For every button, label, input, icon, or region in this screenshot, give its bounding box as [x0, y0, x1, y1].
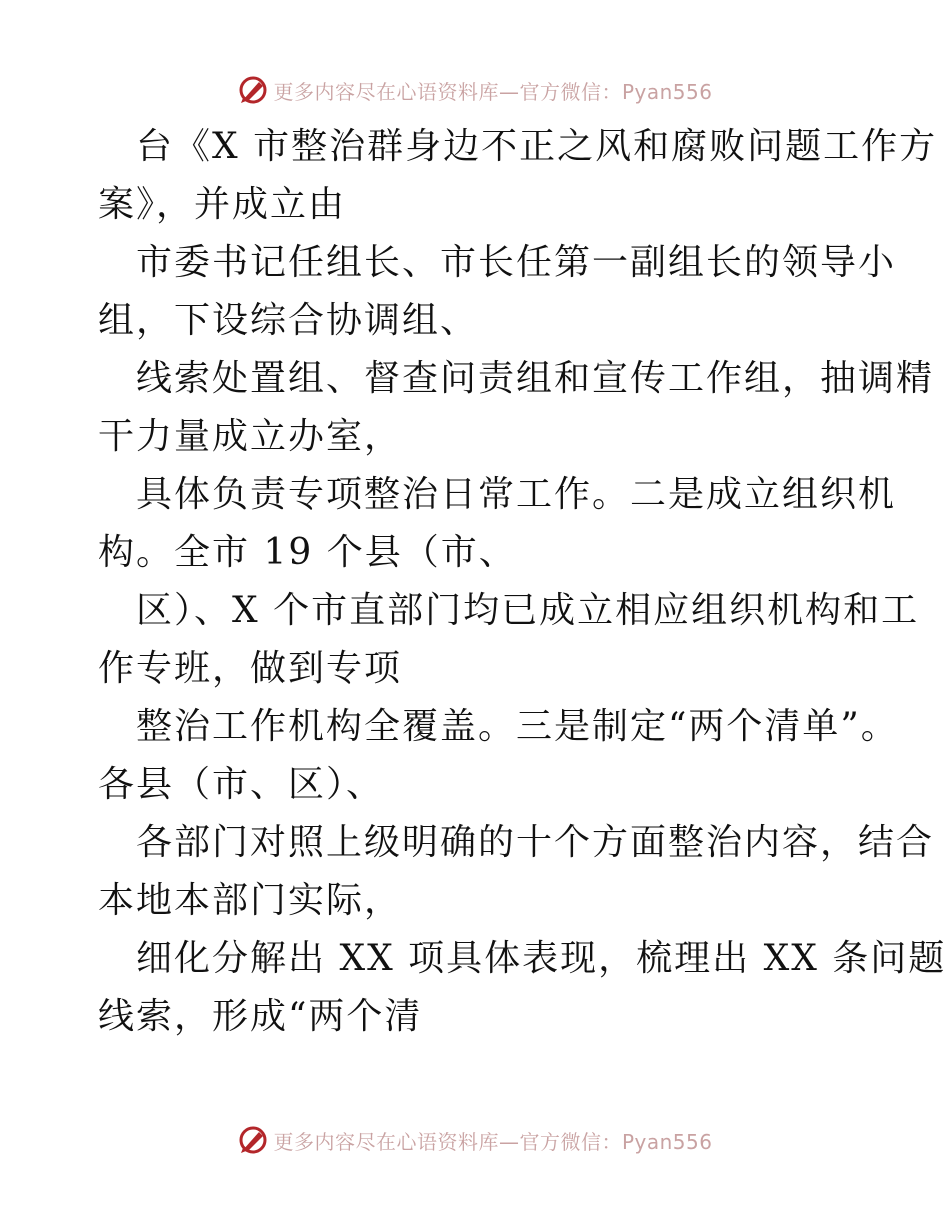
header-watermark-text: 更多内容尽在心语资料库—官方微信：Pyan556 — [273, 79, 713, 104]
body-line-1: 台《X 市整治群身边不正之风和腐败问题工作方 — [136, 126, 938, 167]
body-line-3: 市委书记任组长、市长任第一副组长的领导小 — [136, 242, 897, 283]
footer-watermark-banner — [0, 1120, 950, 1160]
body-line-10: 作专班，做到专项 — [98, 648, 403, 689]
body-line-8: 构。全市 19 个县（市、 — [98, 532, 517, 573]
body-line-7: 具体负责专项整治日常工作。二是成立组织机 — [136, 474, 897, 515]
footer-watermark-text: 更多内容尽在心语资料库—官方微信：Pyan556 — [273, 1129, 713, 1154]
body-line-11: 整治工作机构全覆盖。三是制定“两个清单”。 — [136, 706, 899, 747]
pen-logo-icon — [237, 1124, 269, 1156]
body-line-2: 案》，并成立由 — [98, 184, 347, 225]
body-line-16: 线索，形成“两个清 — [98, 996, 423, 1037]
body-line-15: 细化分解出 XX 项具体表现，梳理出 XX 条问题 — [136, 938, 947, 979]
header-watermark-banner — [0, 70, 950, 110]
body-line-5: 线索处置组、督查问责组和宣传工作组，抽调精 — [136, 358, 935, 399]
body-line-9: 区）、X 个市直部门均已成立相应组织机构和工 — [136, 590, 920, 631]
body-line-4: 组，下设综合协调组、 — [98, 300, 479, 341]
body-line-6: 干力量成立办室， — [98, 416, 403, 457]
document-body — [98, 118, 947, 1046]
body-line-12: 各县（市、区）、 — [98, 764, 385, 805]
body-line-14: 本地本部门实际， — [98, 880, 403, 921]
pen-logo-icon — [237, 74, 269, 106]
body-line-13: 各部门对照上级明确的十个方面整治内容，结合 — [136, 822, 935, 863]
